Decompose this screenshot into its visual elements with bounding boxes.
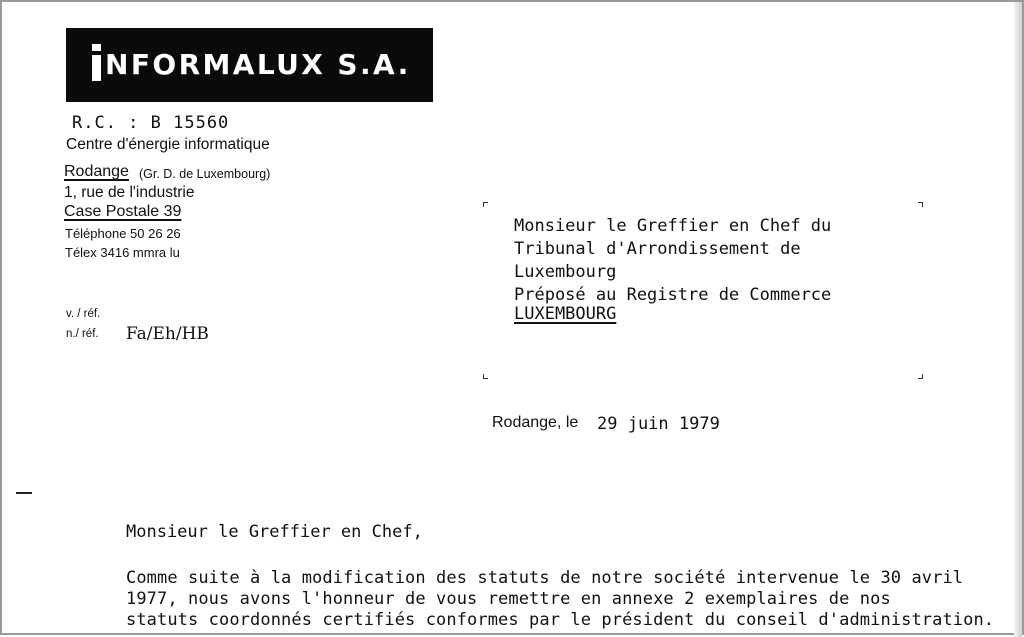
page-edge-shadow [1014,2,1022,637]
logo-i-dot [92,44,101,51]
window-corner-bottom-left [483,374,488,379]
company-logo [66,28,433,102]
logo-company-name: NFORMALUX S.A. [105,48,411,81]
telephone: Téléphone 50 26 26 [65,226,181,241]
rc-number: R.C. : B 15560 [72,113,230,133]
your-reference-label: v. / réf. [66,308,101,320]
body-line: Comme suite à la modification des statuts de notre société intervenue le 30 avril [126,568,964,588]
telex: Télex 3416 mmra lu [65,245,180,260]
locality-note: (Gr. D. de Luxembourg) [139,167,271,181]
fold-mark [16,492,32,494]
body-line: statuts coordonnés certifiés conformes par le président du conseil d'administration. [126,610,995,630]
our-reference-value: Fa/Eh/HB [126,324,209,344]
window-corner-top-right [918,202,923,207]
locality: Rodange [64,163,129,180]
recipient-line: Tribunal d'Arrondissement de [514,239,801,259]
po-box: Case Postale 39 [64,203,182,220]
street-address: 1, rue de l'industrie [64,184,195,201]
date-place: Rodange, le [492,414,579,431]
company-activity: Centre d'énergie informatique [66,136,270,153]
recipient-city: LUXEMBOURG [514,304,617,324]
recipient-line: Préposé au Registre de Commerce [514,285,832,305]
letter-date: 29 juin 1979 [597,414,720,434]
our-reference-label: n./ réf. [66,328,99,340]
salutation: Monsieur le Greffier en Chef, [126,522,423,542]
window-corner-bottom-right [918,374,923,379]
recipient-line: Luxembourg [514,262,617,282]
window-corner-top-left [483,202,488,207]
logo-i-stem [92,55,101,81]
recipient-line: Monsieur le Greffier en Chef du [514,216,832,236]
body-line: 1977, nous avons l'honneur de vous remettre en annexe 2 exemplaires de nos [126,589,891,609]
